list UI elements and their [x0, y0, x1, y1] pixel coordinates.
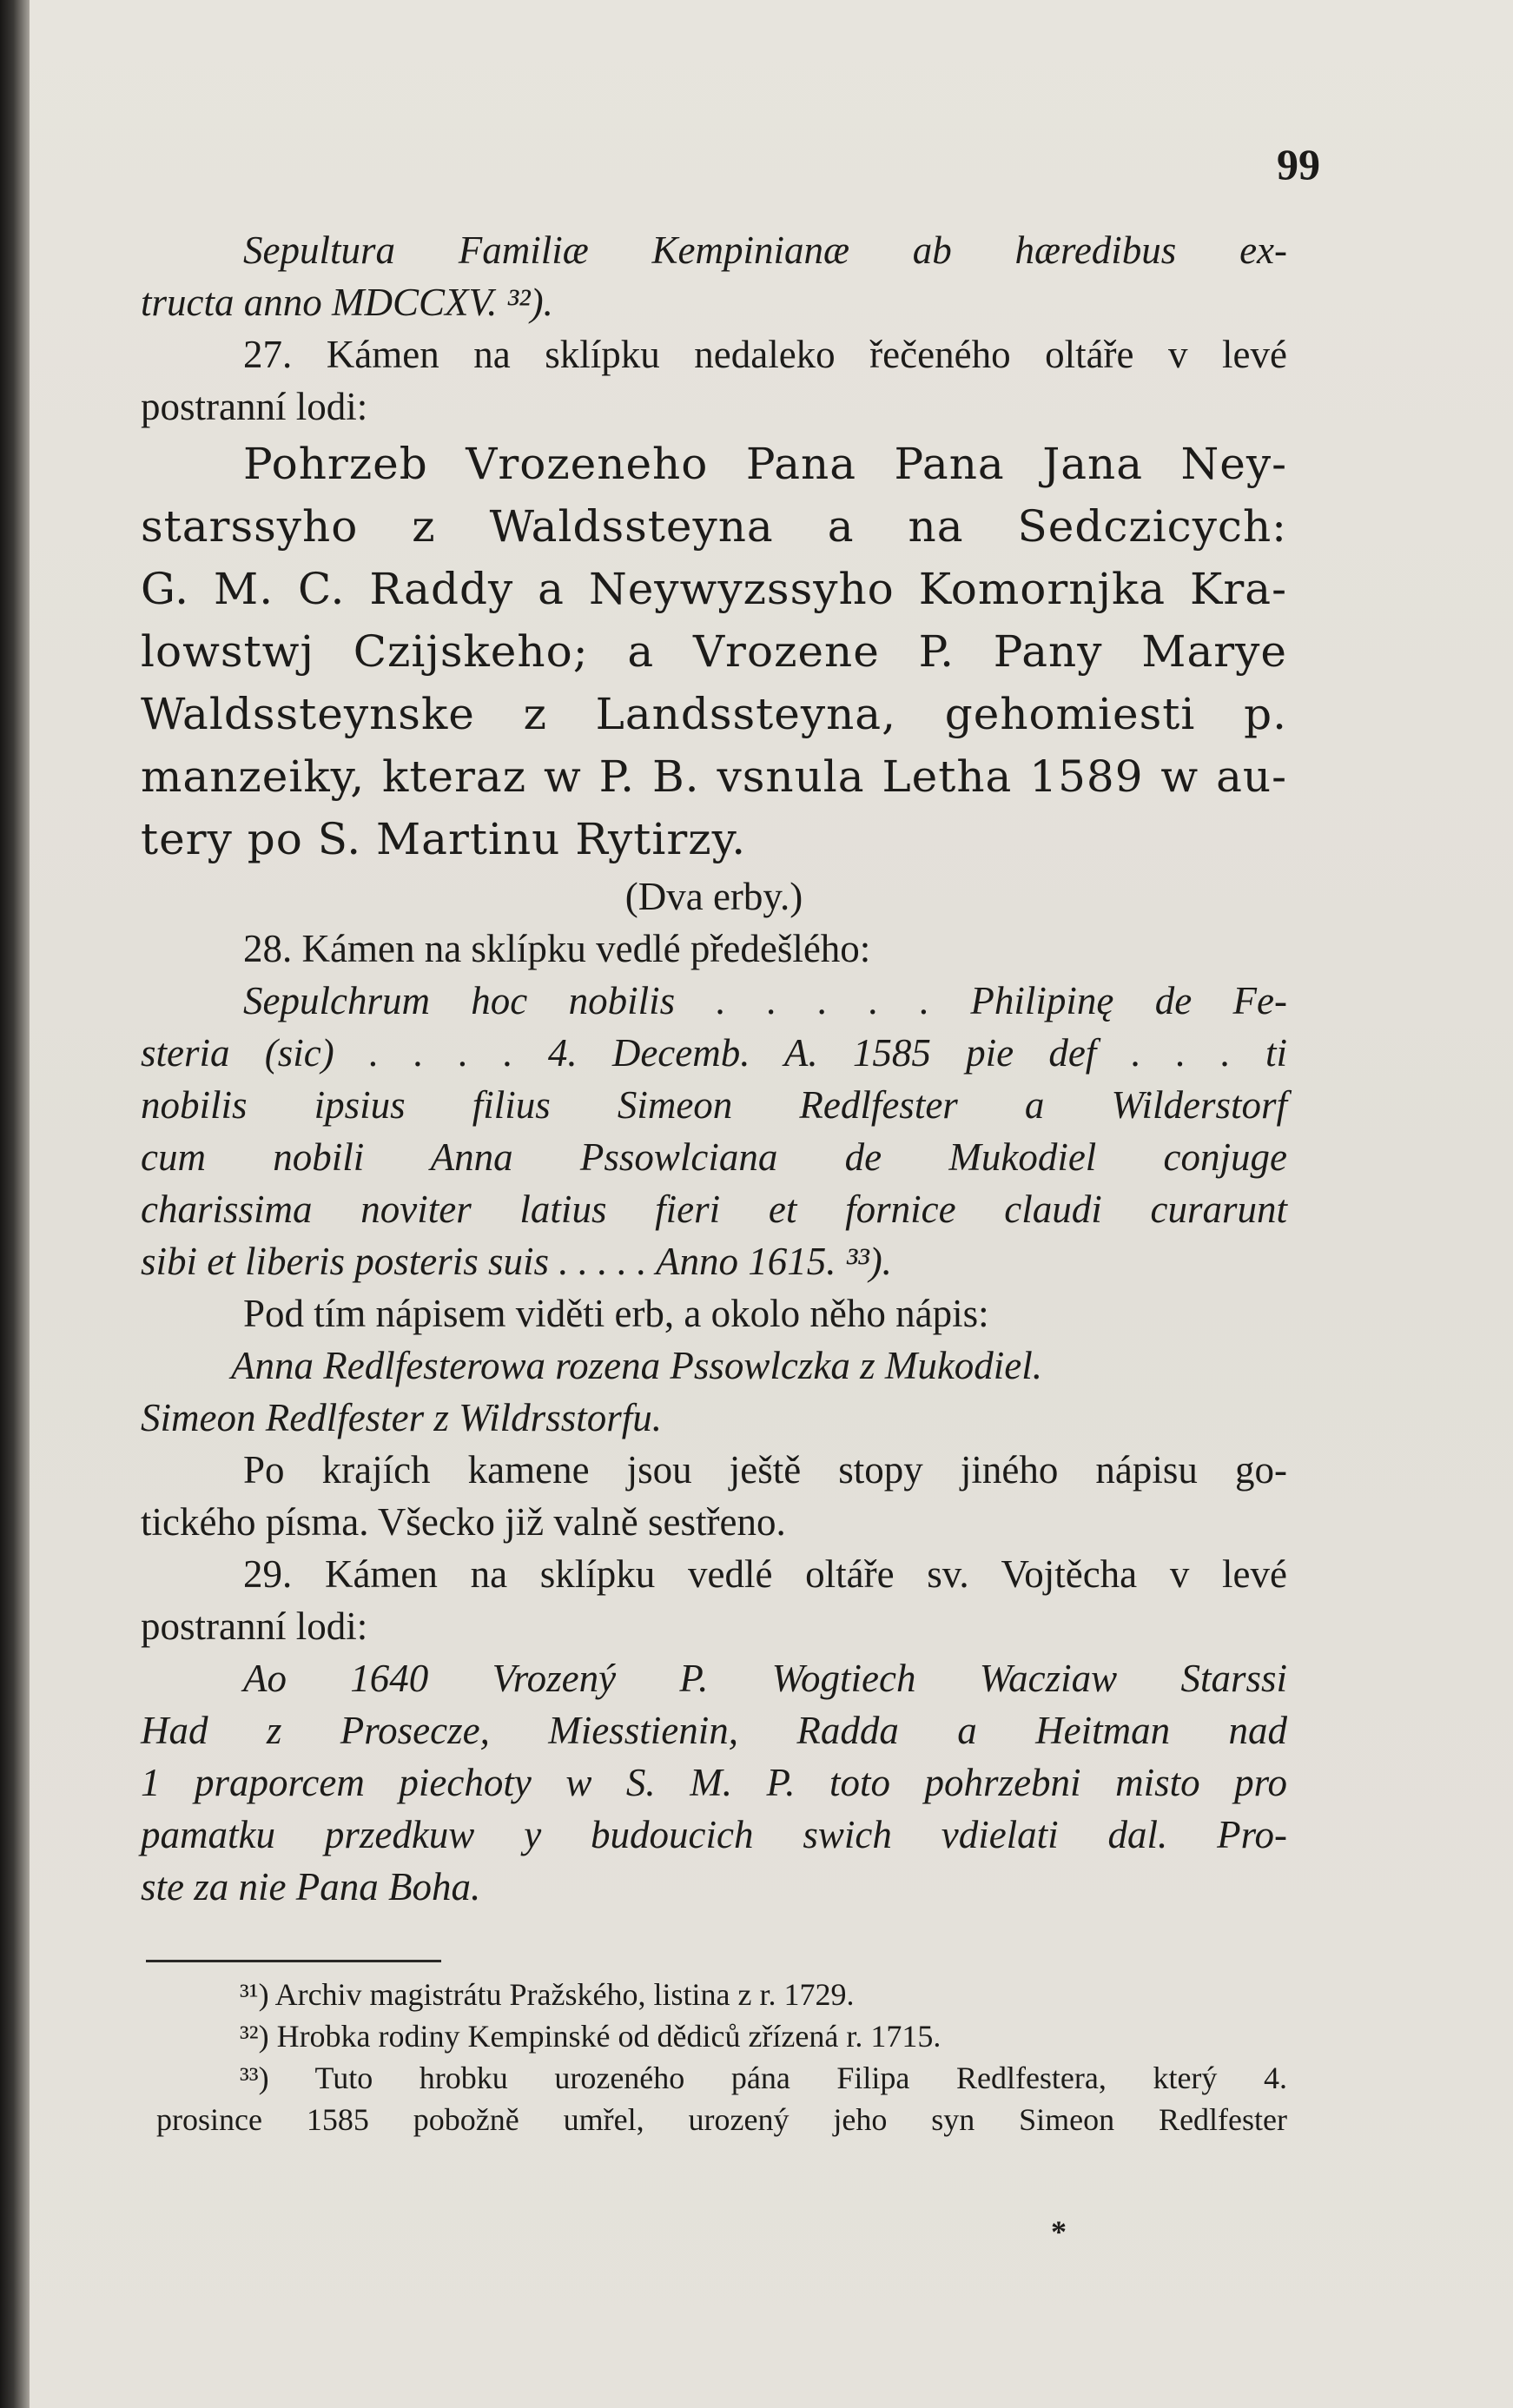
footnote-line: ³³) Tuto hrobku urozeného pána Filipa Redlfestera, který 4.	[240, 2061, 1287, 2095]
main-text	[141, 224, 1287, 1913]
text-line: Waldssteynske z Landssteyna, gehomiesti p.	[141, 689, 1287, 739]
text-line: 27. Kámen na sklípku nedaleko řečeného oltáře v levé	[243, 333, 1287, 376]
text-line: tructa anno MDCCXV. ³²).	[141, 281, 553, 324]
signature-mark: *	[1051, 2214, 1067, 2249]
text-line: postranní lodi:	[141, 385, 368, 428]
footnotes	[156, 1974, 1287, 2140]
text-line: steria (sic) . . . . 4. Decemb. A. 1585 pie def . . . ti	[141, 1031, 1287, 1075]
footnote-rule	[146, 1960, 441, 1962]
text-line: Po krajích kamene jsou ještě stopy jiného nápisu go-	[243, 1448, 1287, 1492]
text-line: 29. Kámen na sklípku vedlé oltáře sv. Vojtěcha v levé	[243, 1552, 1287, 1596]
text-line: Anna Redlfesterowa rozena Pssowlczka z Mukodiel.	[231, 1344, 1043, 1387]
text-line: 28. Kámen na sklípku vedlé předešlého:	[243, 927, 871, 970]
text-line: manzeiky, kteraz w P. B. vsnula Letha 1589 w au-	[141, 751, 1287, 802]
page-number: 99	[1277, 140, 1320, 189]
text-line: nobilis ipsius filius Simeon Redlfester a Wilderstorf	[141, 1083, 1287, 1127]
text-line: Pohrzeb Vrozeneho Pana Pana Jana Ney-	[243, 439, 1287, 489]
text-line: Sepulchrum hoc nobilis . . . . . Philipinę de Fe-	[243, 979, 1287, 1022]
text-line: G. M. C. Raddy a Neywyzssyho Komornjka Kra-	[141, 564, 1287, 614]
text-line: Had z Prosecze, Miesstienin, Radda a Heitman nad	[141, 1709, 1287, 1752]
footnote-line: ³¹) Archiv magistrátu Pražského, listina z r. 1729.	[240, 1977, 855, 2012]
text-line: tery po S. Martinu Rytirzy.	[141, 814, 747, 864]
text-line: sibi et liberis posteris suis . . . . . Anno 1615. ³³).	[141, 1240, 892, 1283]
text-line: tického písma. Všecko již valně sestřeno.	[141, 1500, 786, 1544]
text-line: charissima noviter latius fieri et fornice claudi curarunt	[141, 1187, 1287, 1231]
footnote-line: ³²) Hrobka rodiny Kempinské od dědiců zřízená r. 1715.	[240, 2019, 941, 2054]
binding-shadow	[0, 0, 30, 2408]
text-line: Pod tím nápisem viděti erb, a okolo něho nápis:	[243, 1292, 989, 1335]
text-line: Simeon Redlfester z Wildrsstorfu.	[141, 1396, 662, 1439]
text-line: 1 praporcem piechoty w S. M. P. toto pohrzebni misto pro	[141, 1761, 1287, 1804]
text-line: lowstwj Czijskeho; a Vrozene P. Pany Marye	[141, 626, 1287, 677]
text-line: Ao 1640 Vrozený P. Wogtiech Wacziaw Starssi	[243, 1657, 1287, 1700]
text-line: (Dva erby.)	[624, 875, 803, 918]
footnote-line: prosince 1585 pobožně umřel, urozený jeho syn Simeon Redlfester	[156, 2102, 1287, 2137]
text-line: starssyho z Waldssteyna a na Sedczicych:	[141, 501, 1287, 552]
text-line: cum nobili Anna Pssowlciana de Mukodiel conjuge	[141, 1135, 1287, 1179]
text-line: postranní lodi:	[141, 1604, 368, 1648]
text-line: pamatku przedkuw y budoucich swich vdielati dal. Pro-	[141, 1813, 1287, 1856]
text-line: Sepultura Familiæ Kempinianæ ab hæredibus ex-	[243, 228, 1287, 272]
text-line: ste za nie Pana Boha.	[141, 1865, 481, 1909]
